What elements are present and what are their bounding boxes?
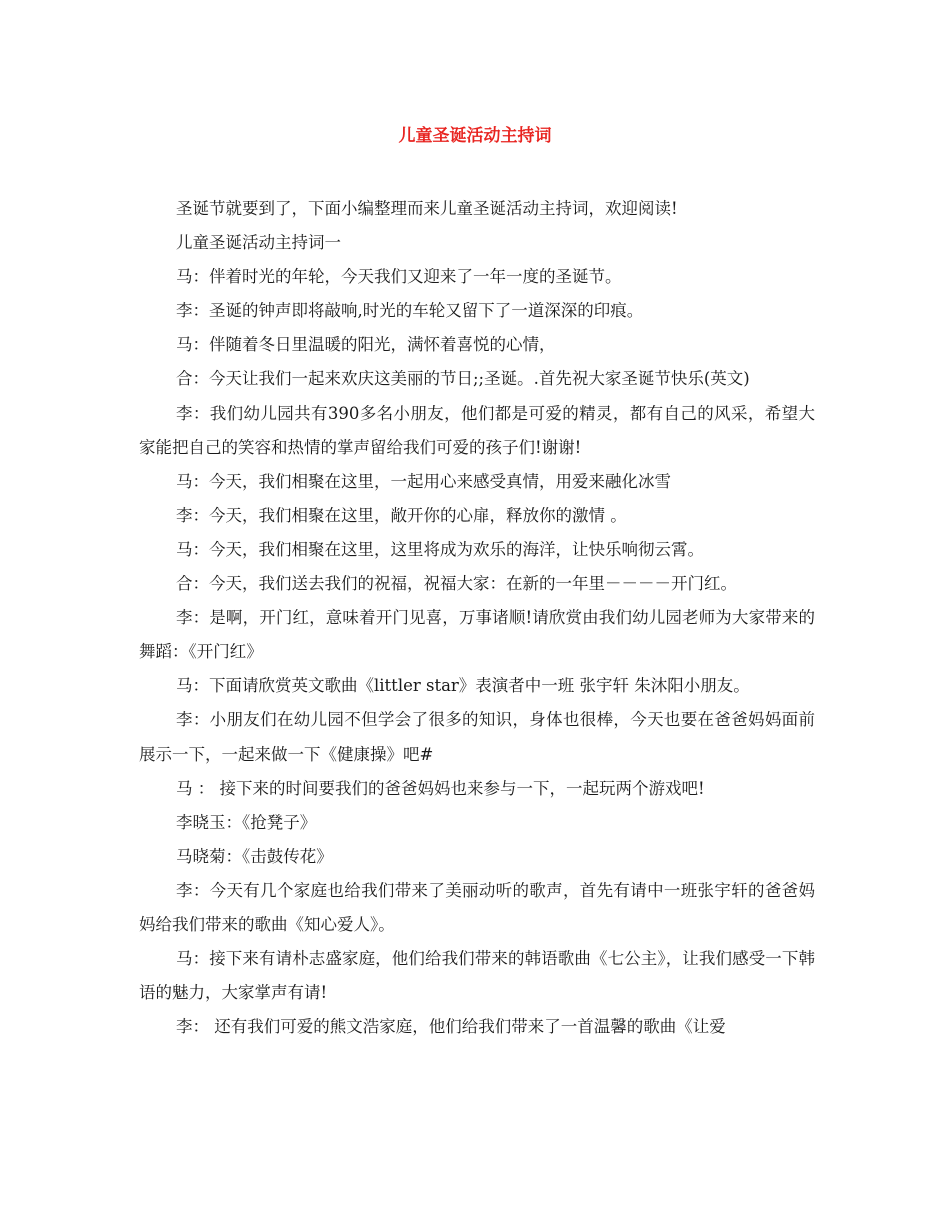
script-line: 李：圣诞的钟声即将敲响,时光的车轮又留下了一道深深的印痕。	[176, 301, 644, 321]
script-line: 马：今天，我们相聚在这里，这里将成为欢乐的海洋，让快乐响彻云霄。	[176, 539, 704, 559]
script-line: 李：我们幼儿园共有390多名小朋友，他们都是可爱的精灵，都有自己的风采，希望大家能把自己的笑容和热情的掌声留给我们可爱的孩子们!谢谢!	[139, 403, 815, 457]
script-line: 马：伴随着冬日里温暖的阳光，满怀着喜悦的心情，	[176, 335, 556, 355]
script-line: 马 ： 接下来的时间要我们的爸爸妈妈也来参与一下，一起玩两个游戏吧!	[176, 778, 705, 798]
script-line: 李晓玉：《抢凳子》	[176, 812, 317, 832]
script-line: 马：接下来有请朴志盛家庭，他们给我们带来的韩语歌曲《七公主》，让我们感受一下韩语的魅力，大家掌声有请!	[139, 949, 815, 1003]
script-line: 马：伴着时光的年轮，今天我们又迎来了一年一度的圣诞节。	[176, 267, 622, 287]
intro-paragraph: 圣诞节就要到了，下面小编整理而来儿童圣诞活动主持词，欢迎阅读!	[176, 199, 678, 218]
script-line: 马：下面请欣赏英文歌曲《littler star》表演者中一班 张宇轩 朱沐阳小朋友。	[176, 676, 750, 696]
script-line: 马晓菊：《击鼓传花》	[176, 846, 333, 866]
script-line: 李： 还有我们可爱的熊文浩家庭，他们给我们带来了一首温馨的歌曲《让爱	[176, 1017, 726, 1037]
script-line: 李：今天，我们相聚在这里，敞开你的心扉，释放你的激情 。	[176, 505, 627, 525]
script-line: 李：今天有几个家庭也给我们带来了美丽动听的歌声，首先有请中一班张宇轩的爸爸妈妈给我们带来的歌曲《知心爱人》。	[139, 880, 815, 934]
document-title: 儿童圣诞活动主持词	[398, 126, 552, 146]
script-line: 李：是啊，开门红，意味着开门见喜，万事诸顺!请欣赏由我们幼儿园老师为大家带来的舞蹈：《开门红》	[139, 608, 815, 662]
script-line: 合：今天让我们一起来欢庆这美丽的节日;;圣诞。.首先祝大家圣诞节快乐(英文)	[176, 369, 750, 389]
script-line: 李：小朋友们在幼儿园不但学会了很多的知识，身体也很棒，今天也要在爸爸妈妈面前展示一下，一起来做一下《健康操》吧#	[139, 710, 815, 764]
script-line: 马：今天，我们相聚在这里，一起用心来感受真情，用爱来融化冰雪	[176, 471, 671, 491]
script-line: 合：今天，我们送去我们的祝福，祝福大家：在新的一年里－－－－开门红。	[176, 574, 737, 594]
document-body	[139, 192, 815, 1044]
section-heading: 儿童圣诞活动主持词一	[176, 233, 341, 253]
